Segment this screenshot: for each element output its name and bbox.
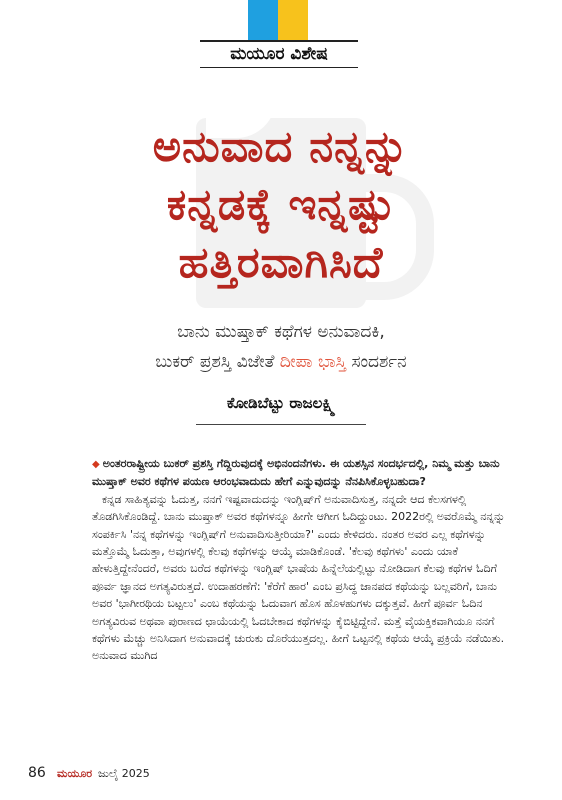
byline <box>196 392 366 425</box>
subtitle-line-2 <box>60 347 502 377</box>
byline-divider <box>196 424 366 425</box>
magazine-logo-bars <box>248 0 308 40</box>
logo-bar-blue <box>248 0 278 40</box>
logo-bar-yellow <box>278 0 308 40</box>
section-label: ಮಯೂರ ವಿಶೇಷ <box>230 44 328 64</box>
section-rule-bottom <box>200 67 358 68</box>
headline-line-3: ಹತ್ತಿರವಾಗಿಸಿದೆ <box>178 238 384 288</box>
headline-line-1: ಅನುವಾದ ನನ್ನನ್ನು <box>152 122 410 172</box>
interview-answer: ಕನ್ನಡ ಸಾಹಿತ್ಯವನ್ನು ಓದುತ್ತ, ನನಗೆ ಇಷ್ಟವಾದುದನ್ನು ಇಂಗ್ಲಿಷ್‌ಗೆ ಅನುವಾದಿಸುತ್ತ, ನನ್ನದೇ ಆದ ಕೆಲಸಗಳಲ್ಲಿ ತೊಡಗಿಸಿಕೊಂಡಿದ್ದೆ. ಬಾನು ಮುಷ್ತಾಕ್ ಅವರ ಕಥೆಗಳನ್ನೂ ಹೀಗೇ ಆಗೀಗ ಓದಿದ್ದುಂಟು. 2022ರಲ್ಲಿ ಅವರೊಮ್ಮೆ ನನ್ನನ್ನು ಸಂಪರ್ಕಿಸಿ 'ನನ್ನ ಕಥೆಗಳನ್ನು ಇಂಗ್ಲಿಷ್‌ಗೆ ಅನುವಾದಿಸುತ್ತೀರಿಯಾ?' ಎಂದು ಕೇಳಿದರು. ನಂತರ ಅವರ ಎಲ್ಲ ಕಥೆಗಳನ್ನು ಮತ್ತೊಮ್ಮೆ ಓದುತ್ತಾ, ಅವುಗಳಲ್ಲಿ ಕೆಲವು ಕಥೆಗಳನ್ನು ಆಯ್ಕೆ ಮಾಡಿಕೊಂಡೆ. 'ಕೆಲವು ಕಥೆಗಳು' ಎಂದು ಯಾಕೆ ಹೇಳುತ್ತಿದ್ದೇನೆಂದರೆ, ಅವರು ಬರೆದ ಕಥೆಗಳನ್ನು ಇಂಗ್ಲಿಷ್ ಭಾಷೆಯ ಹಿನ್ನೆಲೆಯಲ್ಲಿಟ್ಟು ನೋಡಿದಾಗ ಕೆಲವು ಕಥೆಗಳ ಓದಿಗೆ ಪೂರ್ವ ಜ್ಞಾನದ ಅಗತ್ಯವಿರುತ್ತದೆ. ಉದಾಹರಣೆಗೆ: 'ಕೆರೆಗೆ ಹಾರ' ಎಂಬ ಪ್ರಸಿದ್ಧ ಜಾನಪದ ಕಥೆಯನ್ನು ಬಲ್ಲವರಿಗೆ, ಬಾನು ಅವರ 'ಭಾಗೀರಥಿಯ ಬಟ್ಟಲು' ಎಂಬ ಕಥೆಯನ್ನು ಓದುವಾಗ ಹೊಸ ಹೊಳಹುಗಳು ದಕ್ಕುತ್ತವೆ. ಹೀಗೆ ಪೂರ್ವ ಓದಿನ ಅಗತ್ಯವಿರುವ ಅಥವಾ ಪುರಾಣದ ಛಾಯೆಯಲ್ಲಿ ಓದಬೇಕಾದ ಕಥೆಗಳನ್ನು ಕೈಬಿಟ್ಟಿದ್ದೇನೆ. ಮತ್ತೆ ವೈಯಕ್ತಿಕವಾಗಿಯೂ ನನಗೆ ಕಥೆಗಳು ಮೆಚ್ಚು ಅನಿಸಿದಾಗ ಅನುವಾದಕ್ಕೆ ಚುರುಕು ದೊರೆಯುತ್ತದಲ್ಲ. ಹೀಗೆ ಒಟ್ಟನಲ್ಲಿ ಕಥೆಯ ಆಯ್ಕೆ ಪ್ರಕ್ರಿಯೆ ನಡೆಯಿತು. ಅನುವಾದ ಮುಗಿದ <box>92 492 506 663</box>
section-header <box>200 40 358 68</box>
interview-question <box>92 455 512 491</box>
question-text: ಅಂತರರಾಷ್ಟ್ರೀಯ ಬುಕರ್ ಪ್ರಶಸ್ತಿ ಗೆದ್ದಿರುವುದಕ್ಕೆ ಅಭಿನಂದನೆಗಳು. ಈ ಯಶಸ್ಸಿನ ಸಂದರ್ಭದಲ್ಲಿ, ನಿಮ್ಮ ಮತ್ತು ಬಾನು ಮುಷ್ತಾಕ್ ಅವರ ಕಥೆಗಳ ಪಯಣ ಆರಂಭವಾದುದು ಹೇಗೆ ಎನ್ನುವುದನ್ನು ನೆನಪಿಸಿಕೊಳ್ಳಬಹುದಾ? <box>92 457 500 489</box>
diamond-bullet-icon: ◆ <box>92 459 100 470</box>
subtitle-suffix: ಸಂದರ್ಶನ <box>346 352 407 372</box>
headline <box>40 118 522 292</box>
issue-date: ಜುಲೈ 2025 <box>98 767 150 780</box>
interviewee-name: ದೀಪಾ ಭಾಸ್ತಿ <box>279 352 347 372</box>
author-name: ಕೋಡಿಬೆಟ್ಟು ರಾಜಲಕ್ಷ್ಮಿ <box>226 394 336 412</box>
subtitle-line-1: ಬಾನು ಮುಷ್ತಾಕ್ ಕಥೆಗಳ ಅನುವಾದಕಿ, <box>177 322 385 342</box>
headline-line-2: ಕನ್ನಡಕ್ಕೆ ಇನ್ನಷ್ಟು <box>166 180 396 230</box>
footer-magazine-logo: ಮಯೂರ <box>57 767 93 780</box>
subtitle <box>60 317 502 377</box>
subtitle-prefix: ಬುಕರ್ ಪ್ರಶಸ್ತಿ ವಿಜೇತೆ <box>155 352 280 372</box>
article-body <box>92 455 512 665</box>
page-number: 86 <box>28 765 46 781</box>
section-rule-top <box>200 40 358 42</box>
